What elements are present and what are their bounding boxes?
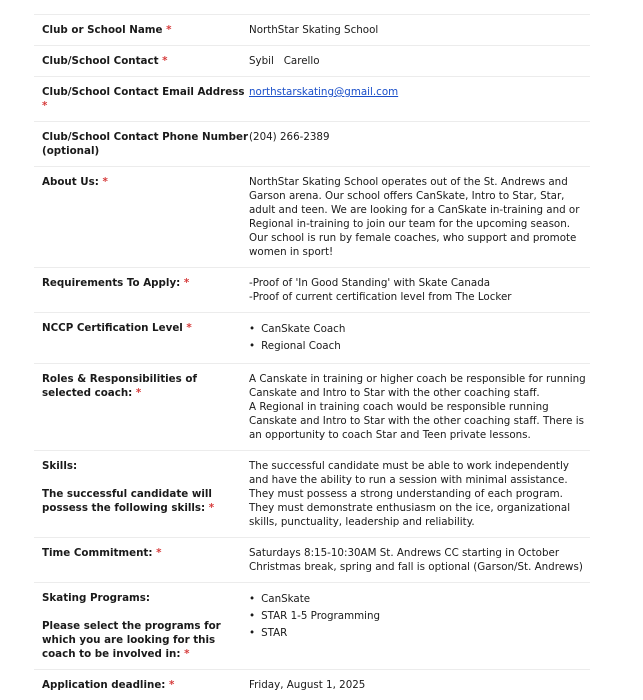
required-marker: * [135, 387, 142, 399]
programs-label: Skating Programs: Please select the programs for which you are looking for this coach to be involved in: * [42, 592, 221, 660]
required-marker: * [42, 100, 48, 112]
required-marker: * [169, 679, 175, 691]
row-nccp [34, 312, 590, 363]
application-form [34, 14, 590, 700]
deadline-label: Application deadline: * [42, 679, 175, 691]
row-time [34, 537, 590, 582]
list-item: • Regional Coach [249, 338, 590, 355]
row-requirements [34, 267, 590, 312]
required-marker: * [183, 277, 190, 289]
roles-line: A Regional in training coach would be responsible running Canskate and Intro to Star with the other coaching staff. There is an opportunity to coach Star and Teen private lessons. [249, 401, 584, 441]
row-programs [34, 582, 590, 669]
row-about [34, 166, 590, 267]
email-link[interactable]: northstarskating@gmail.com [249, 86, 399, 98]
row-club-name [34, 14, 590, 45]
contact-value: Sybil Carello [249, 55, 320, 67]
phone-value: (204) 266-2389 [249, 131, 330, 143]
required-marker: * [184, 648, 190, 660]
time-value: Saturdays 8:15-10:30AM St. Andrews CC starting in October Christmas break, spring and fall is optional (Garson/St. Andrews) [249, 547, 583, 573]
row-email [34, 76, 590, 121]
requirement-line: -Proof of current certification level from The Locker [249, 291, 512, 303]
programs-value [249, 591, 590, 661]
club-name-value: NorthStar Skating School [249, 24, 379, 36]
list-item: • STAR 1-5 Programming [249, 608, 590, 625]
nccp-value [249, 321, 590, 355]
about-label: About Us: * [42, 176, 108, 188]
skills-value: The successful candidate must be able to work independently and have the ability to run a session with minimal assistance. They must possess a strong understanding of each program. They must demonstrate enthusiasm on the ice, organizational skills, punctuality, leadership and reliability. [249, 460, 571, 528]
requirements-label: Requirements To Apply: * [42, 277, 190, 289]
required-marker: * [162, 55, 168, 67]
required-marker: * [166, 24, 172, 36]
required-marker: * [156, 547, 162, 559]
row-skills [34, 450, 590, 537]
list-item: • CanSkate Coach [249, 321, 590, 338]
requirement-line: -Proof of 'In Good Standing' with Skate Canada [249, 277, 491, 289]
nccp-label: NCCP Certification Level * [42, 322, 192, 334]
list-item: • STAR [249, 625, 590, 642]
time-label: Time Commitment: * [42, 547, 162, 559]
required-marker: * [102, 176, 108, 188]
skills-label: Skills: The successful candidate will possess the following skills: * [42, 460, 215, 514]
row-contact [34, 45, 590, 76]
required-marker: * [208, 502, 215, 514]
deadline-value: Friday, August 1, 2025 [249, 679, 366, 691]
roles-line: A Canskate in training or higher coach be responsible for running Canskate and Intro to Star with the other coaching staff. [249, 373, 586, 399]
requirements-value [249, 276, 590, 304]
about-value: NorthStar Skating School operates out of the St. Andrews and Garson arena. Our school offers CanSkate, Intro to Star, Star, adult and teen. We are looking for a CanSkate in-training and or Regional in-training to join our team for the upcoming season. Our school is run by female coaches, who support and promote women in sport! [249, 176, 580, 258]
row-phone [34, 121, 590, 166]
row-roles [34, 363, 590, 450]
phone-label: Club/School Contact Phone Number (optional) [42, 131, 249, 157]
list-item: • CanSkate [249, 591, 590, 608]
roles-value [249, 372, 590, 442]
email-label: Club/School Contact Email Address * [42, 86, 245, 112]
club-name-label: Club or School Name * [42, 24, 172, 36]
row-deadline [34, 669, 590, 700]
required-marker: * [186, 322, 192, 334]
contact-label: Club/School Contact * [42, 55, 168, 67]
roles-label: Roles & Responsibilities of selected coach: * [42, 373, 197, 399]
